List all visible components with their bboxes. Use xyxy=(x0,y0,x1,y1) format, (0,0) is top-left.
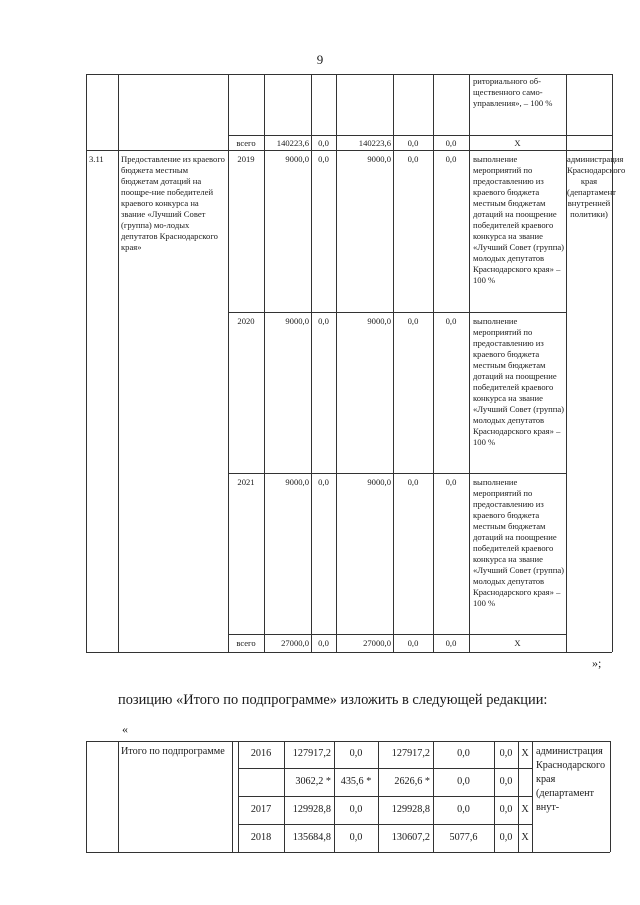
y2020-c3: 9000,0 xyxy=(367,316,391,326)
t2-r2-year: 2017 xyxy=(250,804,272,815)
total-label: всего xyxy=(236,638,256,648)
t2-r0-c1: 127917,2 xyxy=(292,748,331,759)
cont-total-c1: 140223,6 xyxy=(276,138,309,148)
t2-r3-c3: 130607,2 xyxy=(391,832,430,843)
t2-r1-c3: 2626,6 * xyxy=(394,776,430,787)
total-c5: 0,0 xyxy=(445,638,457,648)
t2-r2-c1: 129928,8 xyxy=(292,804,331,815)
t2-r3-c5: 0,0 xyxy=(499,832,513,843)
y2020-c2: 0,0 xyxy=(318,316,329,326)
t2-r1-c5: 0,0 xyxy=(499,776,513,787)
total-c4: 0,0 xyxy=(407,638,419,648)
y2021-c2: 0,0 xyxy=(318,477,329,487)
t2-r0-c3: 127917,2 xyxy=(391,748,430,759)
y2020-result: выполнение мероприятий по предоставлению из краевого бюджета местным бюджетам дотаций на поощрение победителей краевого конкурса на звание «Лучший Совет (группа) молодых депутатов Краснодарского края» – 100 % xyxy=(473,316,564,447)
opening-quote: « xyxy=(122,722,128,736)
y2019-c1: 9000,0 xyxy=(285,154,309,164)
total-c1: 27000,0 xyxy=(281,638,309,648)
t2-r1-c2: 435,6 * xyxy=(340,776,372,787)
total-result: X xyxy=(514,638,521,648)
y2021-result: выполнение мероприятий по предоставлению из краевого бюджета местным бюджетам дотаций на поощрение победителей краевого конкурса на звание «Лучший Совет (группа) молодых депутатов Краснодарского края» – 100 % xyxy=(473,477,564,608)
subprogram-name: Итого по подпрограмме xyxy=(121,746,225,757)
y2021-c5: 0,0 xyxy=(445,477,457,487)
row-executor: администрация Краснодарского края (департамент внутренней политики) xyxy=(567,154,626,219)
t2-r1-c1: 3062,2 * xyxy=(295,776,331,787)
total-c3: 27000,0 xyxy=(363,638,391,648)
y2020-c4: 0,0 xyxy=(407,316,419,326)
page-number: 9 xyxy=(316,52,324,67)
cont-total-c4: 0,0 xyxy=(407,138,419,148)
y2019-result: выполнение мероприятий по предоставлению из краевого бюджета местным бюджетам дотаций на поощрение победителей краевого конкурса на звание «Лучший Совет (группа) молодых депутатов Краснодарского края» – 100 % xyxy=(473,154,564,285)
t2-r0-c4: 0,0 xyxy=(457,748,470,759)
t2-r0-x: X xyxy=(521,748,529,759)
t2-r3-c1: 135684,8 xyxy=(292,832,331,843)
t2-r0-year: 2016 xyxy=(250,748,272,759)
t2-r2-c4: 0,0 xyxy=(457,804,470,815)
cont-result-text: риториального об-щественного само-управления», – 100 % xyxy=(473,76,553,108)
row-name: Предоставление из краевого бюджета местным бюджетам дотаций на поощре-ние победителей краевого конкурса на звание «Лучший Совет (группа) мо-лодых депутатов Краснодарского края» xyxy=(121,154,225,252)
t2-r3-x: X xyxy=(521,832,529,843)
instruction-paragraph: позицию «Итого по подпрограмме» изложить в следующей редакции: xyxy=(118,692,548,708)
cont-total-c5: 0,0 xyxy=(445,138,457,148)
y2020-c5: 0,0 xyxy=(445,316,457,326)
cont-total-result: X xyxy=(514,138,521,148)
total-c2: 0,0 xyxy=(318,638,329,648)
y2019-c4: 0,0 xyxy=(407,154,419,164)
cont-total-label: всего xyxy=(236,138,256,148)
row-number: 3.11 xyxy=(89,154,104,164)
year-2021: 2021 xyxy=(237,477,255,487)
y2021-c1: 9000,0 xyxy=(285,477,309,487)
t2-r2-c2: 0,0 xyxy=(349,804,363,815)
cont-total-c2: 0,0 xyxy=(318,138,329,148)
t2-r3-c2: 0,0 xyxy=(349,832,363,843)
y2021-c4: 0,0 xyxy=(407,477,419,487)
t2-r2-c3: 129928,8 xyxy=(391,804,430,815)
cont-total-c3: 140223,6 xyxy=(358,138,391,148)
t2-r2-x: X xyxy=(521,804,529,815)
y2020-c1: 9000,0 xyxy=(285,316,309,326)
t2-r3-c4: 5077,6 xyxy=(449,832,478,843)
t2-r1-c4: 0,0 xyxy=(457,776,470,787)
year-2019: 2019 xyxy=(237,154,255,164)
t2-r3-year: 2018 xyxy=(250,832,272,843)
y2019-c5: 0,0 xyxy=(445,154,457,164)
year-2020: 2020 xyxy=(237,316,255,326)
closing-quote: »; xyxy=(592,656,602,670)
t2-r0-c2: 0,0 xyxy=(349,748,363,759)
subprogram-executor: администрация Краснодарского края (департамент внут- xyxy=(536,746,606,813)
y2019-c3: 9000,0 xyxy=(367,154,391,164)
y2021-c3: 9000,0 xyxy=(367,477,391,487)
t2-r0-c5: 0,0 xyxy=(499,748,513,759)
y2019-c2: 0,0 xyxy=(318,154,329,164)
t2-r2-c5: 0,0 xyxy=(499,804,513,815)
